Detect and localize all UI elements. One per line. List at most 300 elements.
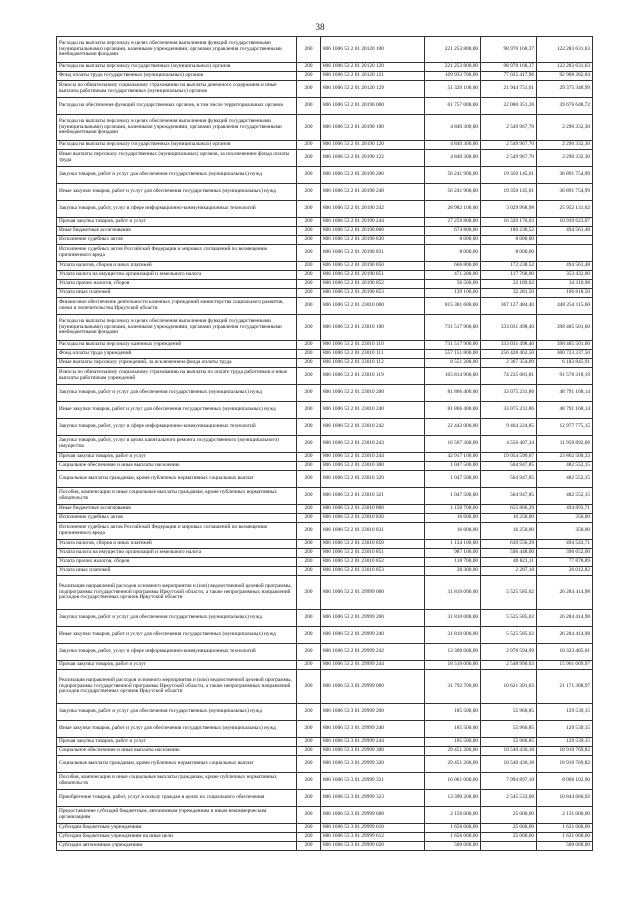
row-remainder-cell: 11 950 892,66 xyxy=(537,436,593,453)
table-row xyxy=(57,289,593,298)
row-code-cell: 200 xyxy=(297,747,321,756)
row-kbk-cell: 806 1006 53 3 01 29999 620 xyxy=(321,842,425,851)
row-name-cell: Закупка товаров, работ и услуг для обеспечения государственных (муниципальных) нужд xyxy=(57,167,297,184)
row-executed-cell: 256 428 462,50 xyxy=(481,350,537,359)
row-code-cell: 200 xyxy=(297,236,321,245)
row-executed-cell: 4 556 407,34 xyxy=(481,436,537,453)
row-kbk-cell: 806 1006 53 2 01 20190 100 xyxy=(321,115,425,141)
row-name-cell: Реализация направлений расходов основного мероприятия и (или) ведомственной целевой программы, подпрограммы государственной программы Иркутской области, а также непрограммных направлений расходов государственных органов Иркутской области xyxy=(57,576,297,610)
row-kbk-cell: 806 1006 53 2 01 23010 830 xyxy=(321,514,425,523)
row-code-cell: 200 xyxy=(297,523,321,540)
row-code-cell: 200 xyxy=(297,315,321,341)
page-number: 38 xyxy=(315,22,325,32)
row-code-cell: 200 xyxy=(297,350,321,359)
row-approved-cell: 1 134 100,00 xyxy=(425,540,481,549)
row-kbk-cell: 806 1006 53 3 01 29999 320 xyxy=(321,756,425,773)
row-remainder-cell: 77 878,89 xyxy=(537,558,593,567)
table-body xyxy=(57,37,593,851)
table-row xyxy=(57,350,593,359)
row-approved-cell: 29 451 200,00 xyxy=(425,756,481,773)
row-executed-cell: 2 549 967,70 xyxy=(481,141,537,150)
table-row xyxy=(57,245,593,262)
table-row xyxy=(57,359,593,368)
row-kbk-cell: 806 1006 53 2 01 23010 119 xyxy=(321,368,425,385)
row-code-cell: 200 xyxy=(297,419,321,436)
row-remainder-cell: 500 000,00 xyxy=(537,842,593,851)
row-approved-cell: 22 442 000,00 xyxy=(425,419,481,436)
row-executed-cell: 16 250,00 xyxy=(481,514,537,523)
row-approved-cell: 27 259 800,00 xyxy=(425,218,481,227)
row-kbk-cell: 806 1006 53 2 01 20120 120 xyxy=(321,63,425,72)
table-row xyxy=(57,341,593,350)
row-executed-cell: 16 250,00 xyxy=(481,523,537,540)
row-code-cell: 200 xyxy=(297,644,321,661)
row-kbk-cell: 806 1006 53 2 01 29999 240 xyxy=(321,627,425,644)
row-remainder-cell: 494 561,48 xyxy=(537,227,593,236)
row-approved-cell: 31 810 000,00 xyxy=(425,576,481,610)
row-approved-cell: 987 100,00 xyxy=(425,549,481,558)
row-code-cell: 200 xyxy=(297,115,321,141)
row-code-cell: 200 xyxy=(297,453,321,462)
row-remainder-cell: 25 952 131,02 xyxy=(537,201,593,218)
table-row xyxy=(57,227,593,236)
row-code-cell: 200 xyxy=(297,368,321,385)
row-code-cell: 200 xyxy=(297,227,321,236)
row-remainder-cell: 494 893,71 xyxy=(537,505,593,514)
row-executed-cell: 9 464 224,85 xyxy=(481,419,537,436)
row-approved-cell: 4 840 300,00 xyxy=(425,115,481,141)
table-row xyxy=(57,402,593,419)
row-code-cell: 200 xyxy=(297,704,321,721)
row-approved-cell: 731 517 900,00 xyxy=(425,315,481,341)
row-name-cell: Уплата налога на имущество организаций и земельного налога xyxy=(57,549,297,558)
row-code-cell: 200 xyxy=(297,471,321,488)
table-row xyxy=(57,141,593,150)
row-kbk-cell: 806 1006 53 2 01 20190 850 xyxy=(321,262,425,271)
table-row xyxy=(57,661,593,670)
row-approved-cell: 165 814 900,00 xyxy=(425,368,481,385)
row-remainder-cell: 482 552,15 xyxy=(537,488,593,505)
row-code-cell: 200 xyxy=(297,824,321,833)
row-executed-cell: 33 075 231,86 xyxy=(481,385,537,402)
row-approved-cell: 1 656 000,00 xyxy=(425,824,481,833)
row-executed-cell: 2 548 990,03 xyxy=(481,661,537,670)
row-name-cell: Расходы на обеспечение функций государственных органов, в том числе территориальных органов xyxy=(57,98,297,115)
row-executed-cell xyxy=(481,842,537,851)
row-executed-cell: 10 540 430,18 xyxy=(481,756,537,773)
row-kbk-cell: 806 1006 53 2 01 20190 240 xyxy=(321,184,425,201)
row-approved-cell: 29 451 200,00 xyxy=(425,747,481,756)
row-name-cell: Прочая закупка товаров, работ и услуг xyxy=(57,453,297,462)
table-row xyxy=(57,201,593,218)
table-row xyxy=(57,514,593,523)
row-name-cell: Уплата прочих налогов, сборов xyxy=(57,558,297,567)
row-name-cell: Закупка товаров, работ и услуг для обеспечения государственных (муниципальных) нужд xyxy=(57,704,297,721)
row-kbk-cell: 806 1006 53 2 01 23010 240 xyxy=(321,402,425,419)
row-name-cell: Субсидии автономным учреждениям xyxy=(57,842,297,851)
row-code-cell: 200 xyxy=(297,245,321,262)
row-approved-cell: 4 840 300,00 xyxy=(425,141,481,150)
row-name-cell: Уплата иных платежей xyxy=(57,289,297,298)
table-row xyxy=(57,368,593,385)
row-code-cell: 200 xyxy=(297,488,321,505)
row-kbk-cell: 806 1006 53 2 01 20190 851 xyxy=(321,271,425,280)
row-code-cell: 200 xyxy=(297,670,321,704)
row-approved-cell: 18 510 000,00 xyxy=(425,661,481,670)
row-name-cell: Субсидии бюджетным учреждениям на иные цели xyxy=(57,833,297,842)
row-approved-cell: 139 100,00 xyxy=(425,289,481,298)
row-remainder-cell: 26 284 414,98 xyxy=(537,610,593,627)
row-name-cell: Иные закупки товаров, работ и услуг для обеспечения государственных (муниципальных) нужд xyxy=(57,184,297,201)
table-row xyxy=(57,63,593,72)
row-executed-cell: 77 025 417,96 xyxy=(481,72,537,81)
row-name-cell: Закупка товаров, работ и услуг для обеспечения государственных (муниципальных) нужд xyxy=(57,385,297,402)
row-name-cell: Финансовое обеспечение деятельности казенных учреждений министерства социального развития, опеки и попечительства Иркутской области xyxy=(57,298,297,315)
row-kbk-cell: 806 1006 53 2 01 23010 800 xyxy=(321,505,425,514)
row-executed-cell: 564 947,85 xyxy=(481,488,537,505)
row-remainder-cell: 2 290 332,30 xyxy=(537,141,593,150)
row-remainder-cell: 494 561,48 xyxy=(537,262,593,271)
row-remainder-cell: 34 310,98 xyxy=(537,280,593,289)
table-row xyxy=(57,824,593,833)
row-approved-cell: 1 656 000,00 xyxy=(425,833,481,842)
row-remainder-cell: 353 432,00 xyxy=(537,271,593,280)
row-executed-cell: 40 821,11 xyxy=(481,558,537,567)
row-approved-cell: 169 933 700,00 xyxy=(425,72,481,81)
row-name-cell: Социальное обеспечение и иные выплаты населению xyxy=(57,747,297,756)
row-kbk-cell: 806 1006 53 2 01 20190 244 xyxy=(321,218,425,227)
row-kbk-cell: 806 1006 53 2 01 23010 110 xyxy=(321,341,425,350)
row-remainder-cell: 10 939 623,97 xyxy=(537,218,593,227)
row-executed-cell: 10 621 391,03 xyxy=(481,670,537,704)
row-code-cell: 200 xyxy=(297,738,321,747)
row-kbk-cell: 806 1006 53 2 01 23010 320 xyxy=(321,471,425,488)
row-kbk-cell: 806 1006 53 2 01 20120 100 xyxy=(321,37,425,63)
row-remainder-cell: 1 631 000,00 xyxy=(537,824,593,833)
row-approved-cell: 16 600,00 xyxy=(425,514,481,523)
row-code-cell: 200 xyxy=(297,81,321,98)
table-row xyxy=(57,218,593,227)
row-approved-cell: 185 500,00 xyxy=(425,738,481,747)
row-remainder-cell: 8 066 102,90 xyxy=(537,773,593,790)
row-remainder-cell: 6 183 845,91 xyxy=(537,359,593,368)
row-executed-cell: 564 947,85 xyxy=(481,471,537,488)
row-executed-cell: 2 549 967,70 xyxy=(481,150,537,167)
row-code-cell: 200 xyxy=(297,98,321,115)
row-name-cell: Прочая закупка товаров, работ и услуг xyxy=(57,218,297,227)
row-executed-cell: 21 944 751,01 xyxy=(481,81,537,98)
row-approved-cell: 2 156 000,00 xyxy=(425,807,481,824)
row-kbk-cell: 806 1006 53 3 01 29999 323 xyxy=(321,790,425,807)
row-executed-cell: 10 540 430,18 xyxy=(481,747,537,756)
row-name-cell: Расходы на выплаты персоналу в целях обеспечения выполнения функций государственными (муниципальными) органами, казенными учреждениями, органами управления государственными внебюджетными фондами xyxy=(57,37,297,63)
budget-execution-table xyxy=(56,36,593,851)
row-name-cell: Расходы на выплаты персоналу государственных (муниципальных) органов xyxy=(57,63,297,72)
table-row xyxy=(57,523,593,540)
row-name-cell: Исполнение судебных актов xyxy=(57,514,297,523)
row-kbk-cell: 806 1006 53 2 01 29999 000 xyxy=(321,576,425,610)
table-row xyxy=(57,747,593,756)
row-kbk-cell: 806 1006 53 3 01 29999 600 xyxy=(321,807,425,824)
row-name-cell: Предоставление субсидий бюджетным, автономным учреждениям и иным некоммерческим организациям xyxy=(57,807,297,824)
row-approved-cell: 1 047 500,00 xyxy=(425,488,481,505)
row-remainder-cell: 26 284 414,98 xyxy=(537,576,593,610)
row-executed-cell: 7 994 897,10 xyxy=(481,773,537,790)
row-executed-cell: 33 075 231,86 xyxy=(481,402,537,419)
row-name-cell: Иные бюджетные ассигнования xyxy=(57,505,297,514)
row-approved-cell: 13 390 200,00 xyxy=(425,790,481,807)
row-remainder-cell: 390 652,00 xyxy=(537,549,593,558)
row-kbk-cell: 806 1006 53 2 01 20190 800 xyxy=(321,227,425,236)
row-approved-cell: 8 000,00 xyxy=(425,236,481,245)
row-kbk-cell: 806 1006 53 2 01 23010 850 xyxy=(321,540,425,549)
table-row xyxy=(57,262,593,271)
row-approved-cell: 221 253 800,00 xyxy=(425,37,481,63)
row-executed-cell: 5 525 585,02 xyxy=(481,627,537,644)
row-name-cell: Уплата иных платежей xyxy=(57,567,297,576)
row-executed-cell: 2 549 967,70 xyxy=(481,115,537,141)
row-code-cell: 200 xyxy=(297,514,321,523)
row-executed-cell: 655 806,29 xyxy=(481,505,537,514)
row-code-cell: 200 xyxy=(297,773,321,790)
row-executed-cell: 25 000,00 xyxy=(481,807,537,824)
row-code-cell: 200 xyxy=(297,402,321,419)
row-kbk-cell: 806 1006 53 2 01 23010 243 xyxy=(321,436,425,453)
row-executed-cell: 172 238,52 xyxy=(481,262,537,271)
row-approved-cell: 471 200,00 xyxy=(425,271,481,280)
table-row xyxy=(57,540,593,549)
table-row xyxy=(57,471,593,488)
row-remainder-cell: 300 723 337,50 xyxy=(537,350,593,359)
row-kbk-cell: 806 1006 53 3 01 29999 321 xyxy=(321,773,425,790)
row-name-cell: Социальное обеспечение и иные выплаты населению xyxy=(57,462,297,471)
row-executed-cell: 8 000,00 xyxy=(481,245,537,262)
row-kbk-cell: 806 1006 53 2 01 23010 000 xyxy=(321,298,425,315)
row-executed-cell: 55 960,85 xyxy=(481,721,537,738)
row-executed-cell: 55 960,85 xyxy=(481,738,537,747)
table-row xyxy=(57,738,593,747)
row-remainder-cell: 494 543,71 xyxy=(537,540,593,549)
row-approved-cell: 500 000,00 xyxy=(425,842,481,851)
row-executed-cell: 98 970 168,37 xyxy=(481,63,537,72)
row-code-cell: 200 xyxy=(297,150,321,167)
row-approved-cell: 1 047 500,00 xyxy=(425,462,481,471)
row-approved-cell: 731 517 900,00 xyxy=(425,341,481,350)
row-code-cell: 200 xyxy=(297,540,321,549)
row-approved-cell: 28 982 100,00 xyxy=(425,201,481,218)
row-executed-cell: 22 080 351,28 xyxy=(481,98,537,115)
row-remainder-cell: 2 131 000,00 xyxy=(537,807,593,824)
row-name-cell: Уплата налогов, сборов и иных платежей xyxy=(57,540,297,549)
row-code-cell: 200 xyxy=(297,271,321,280)
row-name-cell: Прочая закупка товаров, работ и услуг xyxy=(57,661,297,670)
row-name-cell: Закупка товаров, работ, услуг в сфере информационно-коммуникационных технологий xyxy=(57,644,297,661)
row-executed-cell: 180 238,52 xyxy=(481,227,537,236)
row-kbk-cell: 806 1006 53 3 01 29999 200 xyxy=(321,704,425,721)
row-remainder-cell: 26 284 414,98 xyxy=(537,627,593,644)
table-row xyxy=(57,385,593,402)
row-approved-cell: 81 866 400,00 xyxy=(425,402,481,419)
row-name-cell: Иные закупки товаров, работ и услуг для обеспечения государственных (муниципальных) нужд xyxy=(57,721,297,738)
table-row xyxy=(57,453,593,462)
row-name-cell: Уплата налогов, сборов и иных платежей xyxy=(57,262,297,271)
row-executed-cell: 55 960,85 xyxy=(481,704,537,721)
table-row xyxy=(57,842,593,851)
row-remainder-cell: 1 631 000,00 xyxy=(537,833,593,842)
row-executed-cell: 639 556,29 xyxy=(481,540,537,549)
row-kbk-cell: 806 1006 53 2 01 20190 852 xyxy=(321,280,425,289)
row-approved-cell: 31 792 700,00 xyxy=(425,670,481,704)
table-row xyxy=(57,462,593,471)
row-name-cell: Иные выплаты персоналу учреждений, за исключением фонда оплаты труда xyxy=(57,359,297,368)
row-remainder-cell: 350,00 xyxy=(537,523,593,540)
row-executed-cell: 5 525 585,02 xyxy=(481,576,537,610)
row-name-cell: Иные закупки товаров, работ и услуг для обеспечения государственных (муниципальных) нужд xyxy=(57,402,297,419)
row-code-cell: 200 xyxy=(297,721,321,738)
row-kbk-cell: 806 1006 53 2 01 23010 112 xyxy=(321,359,425,368)
row-approved-cell: 81 866 400,00 xyxy=(425,385,481,402)
row-kbk-cell: 806 1006 53 2 01 20190 853 xyxy=(321,289,425,298)
row-kbk-cell: 806 1006 53 2 01 20190 200 xyxy=(321,167,425,184)
row-approved-cell: 815 381 600,00 xyxy=(425,298,481,315)
row-executed-cell: 2 367 354,09 xyxy=(481,359,537,368)
table-row xyxy=(57,184,593,201)
row-remainder-cell: 122 283 631,63 xyxy=(537,63,593,72)
row-remainder-cell xyxy=(537,245,593,262)
row-approved-cell: 185 500,00 xyxy=(425,721,481,738)
row-kbk-cell: 806 1006 53 2 01 23010 200 xyxy=(321,385,425,402)
table-row xyxy=(57,576,593,610)
row-kbk-cell: 806 1006 53 2 01 20190 831 xyxy=(321,245,425,262)
row-code-cell: 200 xyxy=(297,359,321,368)
table-row xyxy=(57,436,593,453)
row-remainder-cell: 48 791 168,14 xyxy=(537,402,593,419)
row-executed-cell: 3 029 968,98 xyxy=(481,201,537,218)
row-name-cell: Расходы на выплаты персоналу в целях обеспечения выполнения функций государственными (муниципальными) органами, казенными учреждениями, органами управления государственными внебюджетными фондами xyxy=(57,115,297,141)
row-code-cell: 200 xyxy=(297,72,321,81)
table-row xyxy=(57,236,593,245)
row-remainder-cell: 36 891 754,99 xyxy=(537,184,593,201)
row-remainder-cell: 26 012,82 xyxy=(537,567,593,576)
row-executed-cell: 333 031 498,40 xyxy=(481,341,537,350)
row-remainder-cell: 10 844 666,92 xyxy=(537,790,593,807)
table-row xyxy=(57,790,593,807)
row-approved-cell: 16 600,00 xyxy=(425,523,481,540)
row-name-cell: Взносы по обязательному социальному страхованию на выплаты по оплате труда работников и иные выплаты работникам учреждений xyxy=(57,368,297,385)
row-name-cell: Иные выплаты персоналу государственных (муниципальных) органов, за исключением фонда оплаты труда xyxy=(57,150,297,167)
row-code-cell: 200 xyxy=(297,341,321,350)
table-row xyxy=(57,81,593,98)
table-row xyxy=(57,72,593,81)
row-remainder-cell: 92 908 282,04 xyxy=(537,72,593,81)
row-code-cell: 200 xyxy=(297,567,321,576)
row-code-cell: 200 xyxy=(297,833,321,842)
table-row xyxy=(57,721,593,738)
row-approved-cell: 42 917 100,00 xyxy=(425,453,481,462)
row-code-cell: 200 xyxy=(297,807,321,824)
row-name-cell: Исполнение судебных актов xyxy=(57,236,297,245)
row-kbk-cell: 806 1006 53 2 01 23010 831 xyxy=(321,523,425,540)
row-remainder-cell: 482 552,15 xyxy=(537,471,593,488)
row-remainder-cell: 129 539,15 xyxy=(537,738,593,747)
row-approved-cell: 16 061 000,00 xyxy=(425,773,481,790)
table-row xyxy=(57,704,593,721)
row-approved-cell: 56 241 900,00 xyxy=(425,167,481,184)
row-kbk-cell: 806 1006 53 2 01 29999 244 xyxy=(321,661,425,670)
row-remainder-cell: 36 891 754,99 xyxy=(537,167,593,184)
row-name-cell: Социальные выплаты гражданам, кроме публичных нормативных социальных выплат xyxy=(57,471,297,488)
table-row xyxy=(57,280,593,289)
row-executed-cell: 32 281,50 xyxy=(481,289,537,298)
row-code-cell: 200 xyxy=(297,627,321,644)
row-executed-cell: 367 127 484,40 xyxy=(481,298,537,315)
row-executed-cell: 2 976 594,99 xyxy=(481,644,537,661)
row-approved-cell: 56 241 900,00 xyxy=(425,184,481,201)
row-executed-cell: 333 031 498,40 xyxy=(481,315,537,341)
row-remainder-cell: 398 485 501,60 xyxy=(537,341,593,350)
row-name-cell: Пособия, компенсации и иные социальные выплаты гражданам, кроме публичных нормативных обязательств xyxy=(57,488,297,505)
row-remainder-cell: 122 283 631,63 xyxy=(537,37,593,63)
row-kbk-cell: 806 1006 53 3 01 29999 244 xyxy=(321,738,425,747)
table-row xyxy=(57,167,593,184)
row-kbk-cell: 806 1006 53 2 01 23010 242 xyxy=(321,419,425,436)
table-row xyxy=(57,150,593,167)
table-row xyxy=(57,488,593,505)
table-row xyxy=(57,627,593,644)
row-remainder-cell: 23 862 500,33 xyxy=(537,453,593,462)
row-executed-cell: 19 350 145,01 xyxy=(481,184,537,201)
row-code-cell: 200 xyxy=(297,37,321,63)
row-approved-cell: 221 253 800,00 xyxy=(425,63,481,72)
row-name-cell: Расходы на выплаты персоналу казенных учреждений xyxy=(57,341,297,350)
row-name-cell: Субсидии бюджетным учреждениям xyxy=(57,824,297,833)
row-executed-cell: 98 970 168,37 xyxy=(481,37,537,63)
row-remainder-cell: 18 910 769,82 xyxy=(537,756,593,773)
row-executed-cell: 16 320 176,03 xyxy=(481,218,537,227)
row-remainder-cell: 106 818,50 xyxy=(537,289,593,298)
row-name-cell: Приобретение товаров, работ, услуг в пользу граждан в целях их социального обеспечения xyxy=(57,790,297,807)
row-code-cell: 200 xyxy=(297,141,321,150)
row-kbk-cell: 806 1006 53 2 01 20190 000 xyxy=(321,98,425,115)
row-code-cell: 200 xyxy=(297,462,321,471)
table-row xyxy=(57,756,593,773)
row-name-cell: Иные закупки товаров, работ и услуг для обеспечения государственных (муниципальных) нужд xyxy=(57,627,297,644)
row-executed-cell: 19 054 599,67 xyxy=(481,453,537,462)
row-code-cell: 200 xyxy=(297,63,321,72)
row-name-cell: Расходы на выплаты персоналу государственных (муниципальных) органов xyxy=(57,141,297,150)
row-remainder-cell: 2 290 332,30 xyxy=(537,115,593,141)
row-executed-cell: 25 000,00 xyxy=(481,824,537,833)
row-name-cell: Взносы по обязательному социальному страхованию на выплаты денежного содержания и иные выплаты работникам государственных (муниципальных) органов xyxy=(57,81,297,98)
row-remainder-cell: 15 961 009,97 xyxy=(537,661,593,670)
row-kbk-cell: 806 1006 53 2 01 23010 851 xyxy=(321,549,425,558)
row-kbk-cell: 806 1006 53 3 01 29999 000 xyxy=(321,670,425,704)
row-approved-cell: 16 507 300,00 xyxy=(425,436,481,453)
row-executed-cell: 5 525 585,02 xyxy=(481,610,537,627)
row-approved-cell: 8 000,00 xyxy=(425,245,481,262)
row-name-cell: Закупка товаров, работ и услуг для обеспечения государственных (муниципальных) нужд xyxy=(57,610,297,627)
row-code-cell: 200 xyxy=(297,289,321,298)
table-row xyxy=(57,419,593,436)
row-name-cell: Уплата налога на имущество организаций и земельного налога xyxy=(57,271,297,280)
row-name-cell: Исполнение судебных актов Российской Федерации и мировых соглашений по возмещению причиненного вреда xyxy=(57,245,297,262)
row-executed-cell: 74 235 681,81 xyxy=(481,368,537,385)
row-name-cell: Социальные выплаты гражданам, кроме публичных нормативных социальных выплат xyxy=(57,756,297,773)
row-name-cell: Закупка товаров, работ, услуг в сфере информационно-коммуникационных технологий xyxy=(57,201,297,218)
row-remainder-cell: 129 539,15 xyxy=(537,704,593,721)
table-row xyxy=(57,610,593,627)
row-code-cell: 200 xyxy=(297,558,321,567)
